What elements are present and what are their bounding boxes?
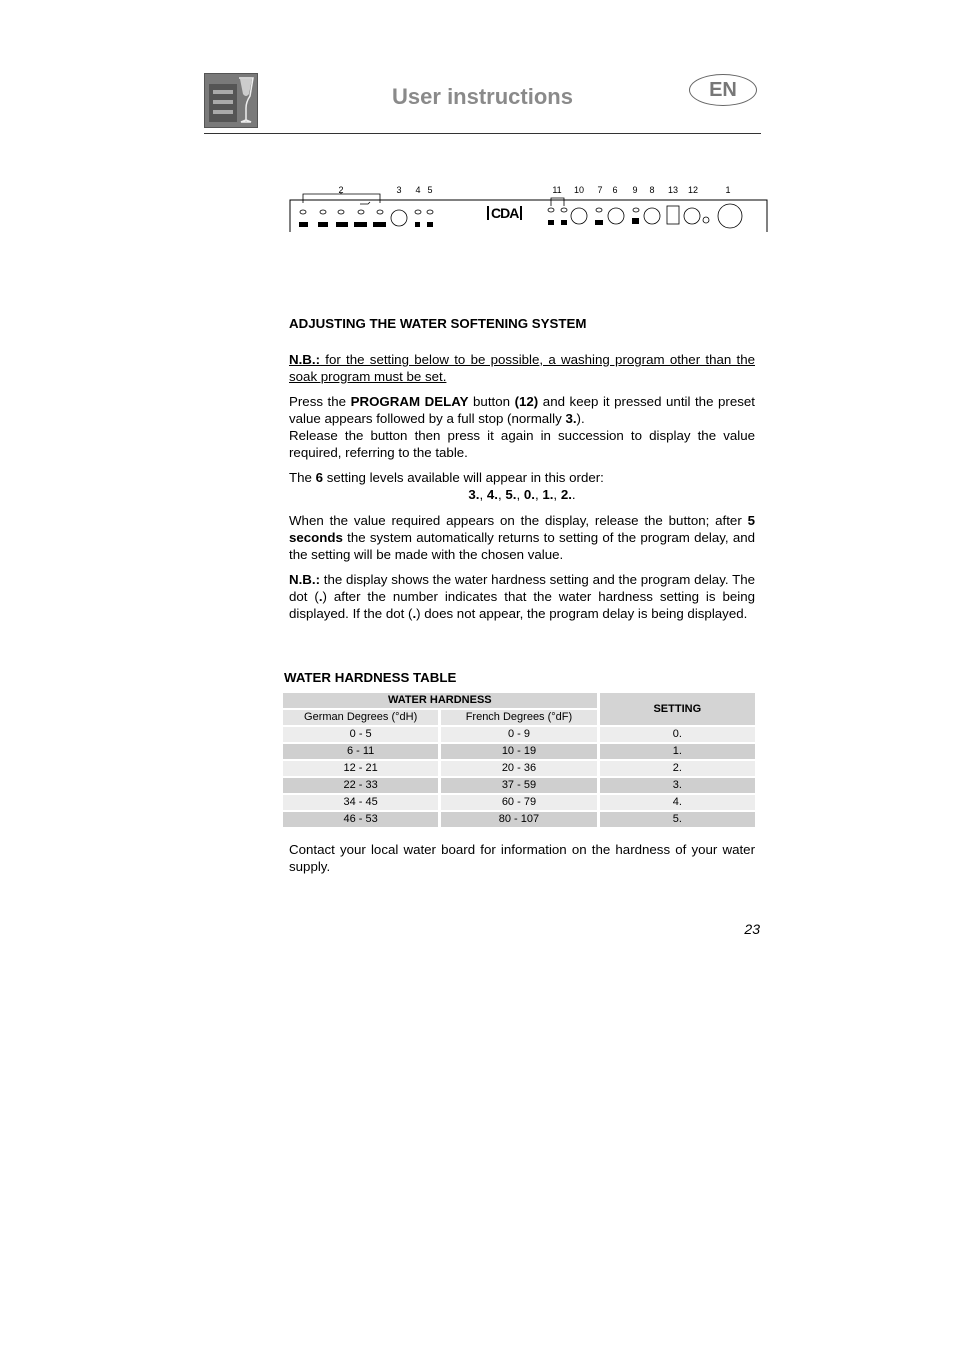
table-row: [283, 795, 755, 810]
german-cell: 6 - 11: [283, 744, 438, 759]
french-cell: 37 - 59: [441, 778, 596, 793]
setting-cell: 2.: [600, 761, 755, 776]
text-bold: .: [412, 606, 417, 621]
level-value: 4.: [486, 487, 498, 502]
text-bold: PROGRAM DELAY: [350, 394, 469, 409]
panel-label: 12: [687, 185, 699, 195]
table-row: [283, 812, 755, 827]
table-row: [283, 744, 755, 759]
panel-label: 13: [667, 185, 679, 195]
german-cell: 34 - 45: [283, 795, 438, 810]
display-note-paragraph: [289, 571, 755, 622]
panel-label: 3: [396, 185, 402, 195]
panel-label: 10: [573, 185, 585, 195]
setting-cell: 5.: [600, 812, 755, 827]
group-header: WATER HARDNESS: [283, 693, 597, 708]
german-header: German Degrees (°dH): [283, 710, 438, 725]
panel-label: 6: [612, 185, 618, 195]
text-bold: .: [318, 589, 323, 604]
text: Release the button then press it again in succession to display the value required, referring to the table.: [289, 428, 755, 460]
german-cell: 12 - 21: [283, 761, 438, 776]
control-panel-diagram: [288, 180, 768, 236]
text: button: [468, 394, 515, 409]
release-paragraph: [289, 512, 755, 563]
section-heading: ADJUSTING THE WATER SOFTENING SYSTEM: [289, 316, 587, 331]
german-cell: 46 - 53: [283, 812, 438, 827]
level-value: 3.: [468, 487, 480, 502]
text: the display shows the water hardness setting and the program delay. The dot (: [289, 572, 755, 604]
text: Press the: [289, 394, 351, 409]
page-title: User instructions: [392, 84, 573, 109]
text-bold: 5 seconds: [289, 513, 755, 545]
brand-logo: CDA: [487, 206, 522, 220]
panel-label: 8: [649, 185, 655, 195]
page-number: 23: [744, 921, 760, 937]
levels-order: 3., 4., 5., 0., 1., 2..: [468, 487, 576, 502]
french-cell: 0 - 9: [441, 727, 596, 742]
panel-label: 4: [415, 185, 421, 195]
panel-label: 9: [632, 185, 638, 195]
nb-label: N.B.:: [289, 572, 321, 587]
note-paragraph: [289, 351, 755, 385]
panel-label: 2: [338, 185, 344, 195]
levels-paragraph: [289, 469, 755, 486]
panel-label: 7: [597, 185, 603, 195]
text: When the value required appears on the display, release the button; after: [289, 513, 748, 528]
language-badge: EN: [689, 74, 757, 106]
nb-label: N.B.:: [289, 352, 321, 367]
french-header: French Degrees (°dF): [441, 710, 596, 725]
level-value: 2.: [560, 487, 572, 502]
text-bold: 6: [315, 470, 324, 485]
header-divider: [204, 133, 761, 134]
footer-paragraph: Contact your local water board for information on the hardness of your water supply.: [289, 842, 755, 874]
text-bold: (12): [514, 394, 539, 409]
text: the system automatically returns to setting of the program delay, and the setting will be made with the chosen value.: [289, 530, 755, 562]
panel-drawing: [288, 180, 768, 236]
german-cell: 0 - 5: [283, 727, 438, 742]
panel-label: 5: [427, 185, 433, 195]
nb-text: for the setting below to be possible, a washing program other than the soak program must be set.: [289, 352, 755, 384]
setting-header: SETTING: [600, 693, 755, 725]
panel-label: 11: [552, 185, 562, 195]
text: ) after the number indicates that the water hardness setting is being displayed. If the dot (: [289, 589, 755, 621]
setting-cell: 0.: [600, 727, 755, 742]
table-row: [283, 778, 755, 793]
text: ).: [576, 411, 585, 426]
text: ) does not appear, the program delay is being displayed.: [416, 606, 748, 621]
setting-cell: 1.: [600, 744, 755, 759]
level-value: 1.: [542, 487, 554, 502]
header-logo-image: [204, 73, 258, 128]
text: and keep it pressed until the preset value appears followed by a full stop (normally: [289, 394, 755, 426]
table-row: [283, 727, 755, 742]
french-cell: 20 - 36: [441, 761, 596, 776]
panel-label: 1: [725, 185, 731, 195]
german-cell: 22 - 33: [283, 778, 438, 793]
french-cell: 80 - 107: [441, 812, 596, 827]
table-heading: WATER HARDNESS TABLE: [284, 670, 457, 685]
text: The: [289, 470, 316, 485]
french-cell: 10 - 19: [441, 744, 596, 759]
level-value: 0.: [523, 487, 535, 502]
text: setting levels available will appear in this order:: [323, 470, 604, 485]
text-bold: 3.: [565, 411, 577, 426]
table-row: [283, 761, 755, 776]
setting-cell: 3.: [600, 778, 755, 793]
level-value: 5.: [505, 487, 517, 502]
setting-cell: 4.: [600, 795, 755, 810]
water-hardness-table: [280, 691, 758, 829]
instruction-paragraph: [289, 393, 755, 461]
french-cell: 60 - 79: [441, 795, 596, 810]
